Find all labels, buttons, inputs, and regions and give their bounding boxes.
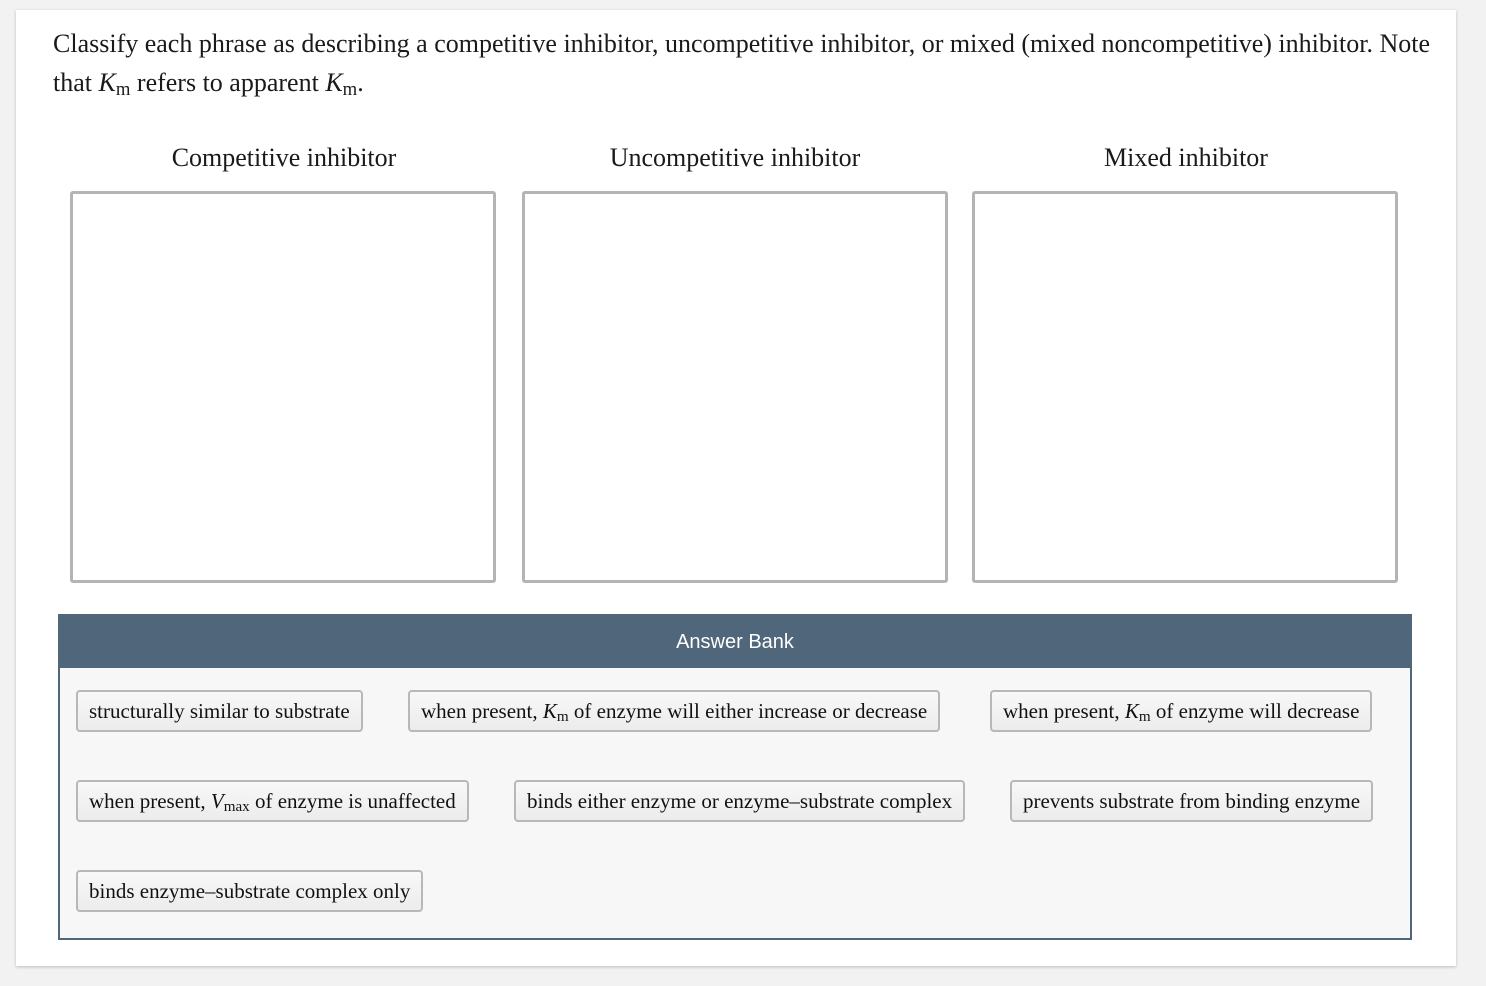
answer-chip[interactable]: when present, Km of enzyme will either increase or decrease (408, 690, 940, 732)
answer-chip[interactable]: binds either enzyme or enzyme–substrate complex (514, 780, 965, 822)
dropzone-uncompetitive[interactable] (522, 191, 948, 583)
answer-chip[interactable]: structurally similar to substrate (76, 690, 363, 732)
answer-chip[interactable]: when present, Vmax of enzyme is unaffected (76, 780, 469, 822)
km-symbol: Km (98, 68, 131, 101)
answer-chip[interactable]: prevents substrate from binding enzyme (1010, 780, 1373, 822)
column-title-competitive: Competitive inhibitor (171, 143, 397, 172)
answer-bank-header: Answer Bank (60, 616, 1410, 668)
dropzone-mixed[interactable] (972, 191, 1398, 583)
km-symbol-2: Km (325, 68, 358, 101)
answer-chip[interactable]: when present, Km of enzyme will decrease (990, 690, 1372, 732)
question-prompt: Classify each phrase as describing a competitive inhibitor, uncompetitive inhibitor, or mixed (mixed noncompetitive) inhibitor. Note that Km refers to apparent Km. (53, 29, 1431, 101)
answer-chip[interactable]: binds enzyme–substrate complex only (76, 870, 423, 912)
column-title-uncompetitive: Uncompetitive inhibitor (609, 143, 861, 172)
answer-bank[interactable] (58, 614, 1412, 940)
dropzone-competitive[interactable] (70, 191, 496, 583)
column-title-mixed: Mixed inhibitor (1104, 143, 1268, 172)
prompt-text-2: refers to apparent (130, 68, 326, 97)
prompt-text: Classify each phrase as describing a competitive inhibitor, uncompetitive inhibitor, or mixed (mixed noncompetitive) inhibitor. Note that (53, 29, 1431, 97)
question-card (16, 10, 1456, 966)
